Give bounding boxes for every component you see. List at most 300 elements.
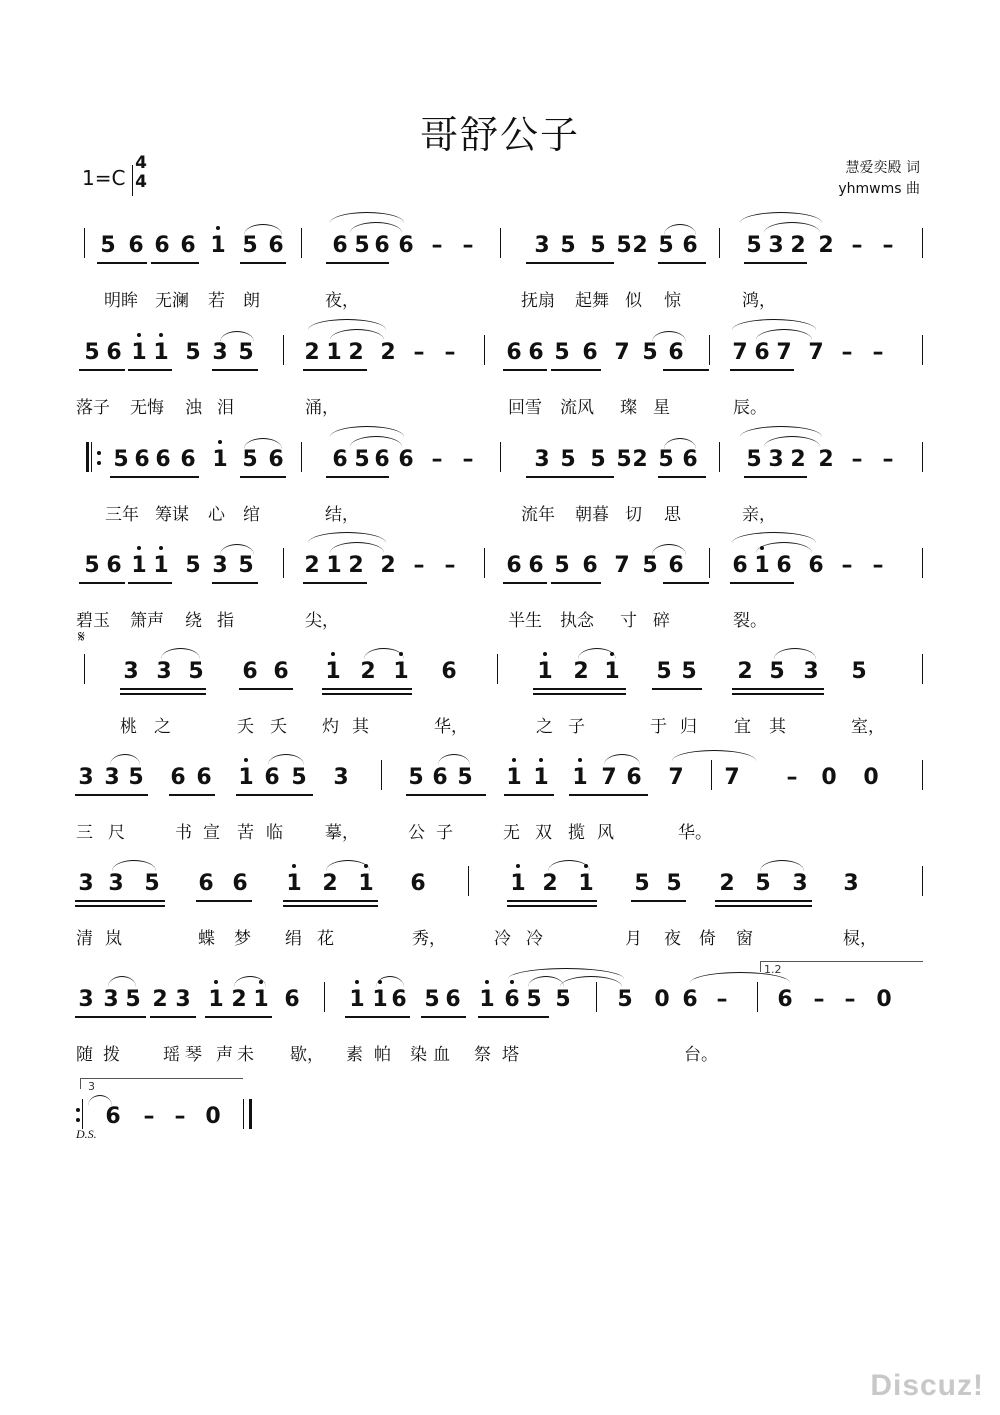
lyric-syllable: 冷: [526, 929, 543, 949]
octave-dot: [355, 980, 359, 984]
slur-tie: [664, 438, 696, 449]
jianpu-note: 7: [724, 765, 740, 790]
jianpu-note: 1: [506, 765, 522, 790]
lyric-syllable: 染: [410, 1045, 427, 1065]
lyric-syllable: 筹谋: [155, 505, 189, 525]
lyric-syllable: 双: [535, 823, 552, 843]
jianpu-note: –: [143, 1104, 155, 1129]
barline: [922, 654, 923, 684]
jianpu-note: 3: [803, 659, 819, 684]
jianpu-note: 2: [542, 871, 558, 896]
octave-dot: [543, 652, 547, 656]
slur-tie: [672, 750, 756, 761]
jianpu-note: 6: [134, 447, 150, 472]
beam-line: [478, 1016, 549, 1018]
barline: [324, 982, 325, 1012]
lyric-syllable: 之: [536, 717, 553, 737]
octave-dot: [159, 333, 163, 337]
lyric-syllable: 宣: [203, 823, 220, 843]
score-line: [0, 325, 1000, 433]
beam-line-double: [732, 693, 824, 695]
slur-tie: [376, 976, 404, 987]
jianpu-note: 1: [349, 987, 365, 1012]
slur-tie: [220, 544, 254, 555]
jianpu-note: 3: [78, 987, 94, 1012]
slur-tie: [578, 648, 616, 659]
lyric-syllable: 子: [436, 823, 453, 843]
jianpu-note: 1: [153, 340, 169, 365]
barline: [922, 866, 923, 896]
slur-tie: [364, 648, 404, 659]
slur-tie: [220, 331, 254, 342]
jianpu-note: 3: [156, 659, 172, 684]
beam-line: [205, 1016, 272, 1018]
jianpu-note: 5: [84, 340, 100, 365]
jianpu-note: 5: [851, 659, 867, 684]
lyric-syllable: 绕: [185, 611, 202, 631]
lyric-syllable: 桃: [120, 717, 137, 737]
slur-tie: [244, 438, 282, 449]
lyric-syllable: 心: [208, 505, 225, 525]
jianpu-note: 3: [792, 871, 808, 896]
jianpu-note: 5: [554, 553, 570, 578]
lyric-syllable: 岚: [105, 929, 122, 949]
beam-line: [744, 262, 807, 264]
slur-tie: [690, 972, 790, 983]
beam-line: [283, 900, 378, 902]
jianpu-note: 5: [755, 871, 771, 896]
jianpu-note: 5: [242, 233, 258, 258]
jianpu-note: 2: [380, 553, 396, 578]
lyric-syllable: 朝暮: [575, 505, 609, 525]
slur-tie: [548, 860, 590, 871]
slur-tie: [326, 860, 370, 871]
barline: [719, 228, 720, 258]
octave-dot: [539, 758, 543, 762]
jianpu-note: 3: [534, 447, 550, 472]
barline: [922, 548, 923, 578]
beam-line: [239, 688, 293, 690]
beam-line: [326, 476, 389, 478]
lyric-syllable: 祭: [474, 1045, 491, 1065]
jianpu-note: 1: [286, 871, 302, 896]
lyric-syllable: 绾: [243, 505, 260, 525]
beam-line: [240, 262, 286, 264]
time-signature: [132, 154, 150, 192]
octave-dot: [218, 440, 222, 444]
jianpu-note: –: [431, 233, 443, 258]
lyric-syllable: 冷: [494, 929, 511, 949]
jianpu-note: 6: [668, 340, 684, 365]
barline: [484, 548, 485, 578]
barline: [500, 442, 501, 472]
lyric-syllable: 无悔: [130, 398, 164, 418]
jianpu-note: 5: [634, 871, 650, 896]
beam-line: [75, 1016, 146, 1018]
lyric-syllable: 浊: [185, 398, 202, 418]
jianpu-note: 6: [180, 447, 196, 472]
jianpu-note: 6: [198, 871, 214, 896]
lyric-syllable: 明眸: [104, 291, 138, 311]
jianpu-note: –: [844, 987, 856, 1012]
jianpu-note: 6: [391, 987, 407, 1012]
beam-line-double: [283, 905, 378, 907]
watermark: Discuz!: [870, 1369, 984, 1402]
jianpu-note: 1: [253, 987, 269, 1012]
lyric-syllable: 子: [568, 717, 585, 737]
slur-tie: [764, 436, 820, 447]
lyric-syllable: 华，: [434, 717, 468, 737]
slur-tie: [756, 542, 812, 553]
barline: [757, 982, 758, 1012]
lyric-syllable: 碧玉: [76, 611, 110, 631]
jianpu-note: –: [786, 765, 798, 790]
jianpu-note: 6: [332, 233, 348, 258]
lyric-syllable: 似: [625, 291, 642, 311]
beam-line: [507, 900, 597, 902]
beam-line: [110, 476, 153, 478]
jianpu-note: –: [462, 233, 474, 258]
lyric-syllable: 夭: [237, 717, 254, 737]
octave-dot: [510, 980, 514, 984]
jianpu-note: –: [413, 553, 425, 578]
lyric-syllable: 秀，: [412, 929, 446, 949]
slur-tie: [234, 976, 266, 987]
octave-dot: [516, 864, 520, 868]
barline: [497, 654, 498, 684]
lyric-syllable: 灼: [322, 717, 339, 737]
beam-line: [212, 369, 258, 371]
segno-sign: 𝄋: [78, 627, 85, 646]
ds-mark: D.S.: [76, 1127, 97, 1141]
beam-line: [503, 582, 547, 584]
jianpu-note: –: [851, 447, 863, 472]
beam-line: [663, 582, 709, 584]
beam-line: [526, 262, 584, 264]
lyric-syllable: 公: [408, 823, 425, 843]
beam-line: [196, 900, 252, 902]
jianpu-note: 5: [590, 447, 606, 472]
repeat-dot: [97, 461, 101, 465]
jianpu-note: 2: [348, 340, 364, 365]
jianpu-note: 1: [325, 659, 341, 684]
jianpu-note: –: [882, 233, 894, 258]
beam-line: [303, 582, 367, 584]
jianpu-note: –: [174, 1104, 186, 1129]
jianpu-note: 6: [506, 340, 522, 365]
jianpu-note: 7: [601, 765, 617, 790]
jianpu-note: 3: [843, 871, 859, 896]
lyric-syllable: 瑶: [163, 1045, 180, 1065]
octave-dot: [216, 226, 220, 230]
beam-line: [658, 262, 706, 264]
jianpu-note: 7: [614, 340, 630, 365]
lyric-syllable: 辰。: [733, 398, 767, 418]
lyric-syllable: 半生: [508, 611, 542, 631]
lyric-syllable: 回雪: [508, 398, 542, 418]
jianpu-note: 5: [560, 447, 576, 472]
jianpu-note: 2: [304, 553, 320, 578]
barline: [711, 760, 712, 790]
beam-line-double: [533, 693, 626, 695]
lyric-syllable: 随: [76, 1045, 93, 1065]
lyric-syllable: 素: [346, 1045, 363, 1065]
jianpu-note: 1: [572, 765, 588, 790]
jianpu-note: 2: [573, 659, 589, 684]
lyric-syllable: 拨: [103, 1045, 120, 1065]
jianpu-note: 6: [264, 765, 280, 790]
lyric-syllable: 帕: [374, 1045, 391, 1065]
octave-dot: [331, 652, 335, 656]
barline: [84, 654, 85, 684]
lyric-syllable: 倚: [699, 929, 716, 949]
barline: [468, 866, 469, 896]
jianpu-note: 1: [372, 987, 388, 1012]
beam-line: [730, 582, 794, 584]
jianpu-note: 1: [326, 340, 342, 365]
slur-tie: [108, 976, 136, 987]
jianpu-note: 5: [616, 233, 632, 258]
jianpu-note: 0: [821, 765, 837, 790]
lyric-syllable: 星: [653, 398, 670, 418]
jianpu-note: 6: [268, 233, 284, 258]
jianpu-note: 7: [808, 340, 824, 365]
lyric-syllable: 夜，: [325, 291, 359, 311]
barline: [719, 442, 720, 472]
jianpu-note: 6: [582, 340, 598, 365]
slur-tie: [756, 329, 812, 340]
beam-line: [240, 476, 286, 478]
lyrics-row: [0, 606, 1000, 630]
beam-line-double: [75, 905, 165, 907]
beam-line: [120, 688, 206, 690]
jianpu-note: 1: [131, 340, 147, 365]
jianpu-note: 5: [408, 765, 424, 790]
barline: [301, 442, 302, 472]
jianpu-note: 6: [155, 447, 171, 472]
jianpu-note: 0: [863, 765, 879, 790]
jianpu-note: 6: [284, 987, 300, 1012]
lyric-syllable: 蝶: [198, 929, 215, 949]
jianpu-note: 5: [188, 659, 204, 684]
jianpu-note: 2: [632, 233, 648, 258]
key-signature: 1=C: [82, 166, 126, 190]
barline: [922, 442, 923, 472]
barline: [301, 228, 302, 258]
jianpu-note: 3: [78, 871, 94, 896]
jianpu-note: –: [851, 233, 863, 258]
jianpu-note: 5: [100, 233, 116, 258]
octave-dot: [159, 546, 163, 550]
jianpu-note: 3: [212, 340, 228, 365]
slur-tie: [652, 331, 686, 342]
beam-line: [569, 794, 648, 796]
jianpu-note: 7: [668, 765, 684, 790]
jianpu-note: 6: [682, 233, 698, 258]
lyric-syllable: 血: [433, 1045, 450, 1065]
jianpu-note: 1: [131, 553, 147, 578]
jianpu-note: 6: [582, 553, 598, 578]
jianpu-note: 2: [632, 447, 648, 472]
jianpu-note: 5: [656, 659, 672, 684]
lyric-syllable: 涌，: [305, 398, 339, 418]
beam-line: [128, 369, 172, 371]
jianpu-note: 2: [322, 871, 338, 896]
jianpu-note: 6: [232, 871, 248, 896]
barline: [484, 335, 485, 365]
score-line: [0, 750, 1000, 858]
time-signature-top: 4: [135, 153, 147, 173]
jianpu-note: 5: [291, 765, 307, 790]
jianpu-note: 1: [537, 659, 553, 684]
jianpu-note: 5: [238, 340, 254, 365]
lyric-syllable: 裂。: [733, 611, 767, 631]
beam-line: [128, 582, 172, 584]
beam-line: [421, 1016, 466, 1018]
jianpu-note: 5: [185, 553, 201, 578]
lyric-syllable: 无: [503, 823, 520, 843]
lyric-syllable: 苦: [237, 823, 254, 843]
beam-line: [578, 476, 614, 478]
lyric-syllable: 绢: [285, 929, 302, 949]
jianpu-note: 5: [666, 871, 682, 896]
lyrics-row: [0, 712, 1000, 736]
beam-line-double: [507, 905, 597, 907]
jianpu-note: 6: [410, 871, 426, 896]
beam-line: [75, 794, 148, 796]
lyric-syllable: 宜: [734, 717, 751, 737]
notes-row: [0, 538, 1000, 598]
slur-tie: [350, 436, 402, 447]
lyric-syllable: 揽: [568, 823, 585, 843]
jianpu-note: 5: [113, 447, 129, 472]
jianpu-note: 3: [78, 765, 94, 790]
jianpu-note: 2: [152, 987, 168, 1012]
beam-line-double: [715, 905, 812, 907]
jianpu-note: 3: [333, 765, 349, 790]
beam-line-double: [120, 693, 206, 695]
beam-line: [744, 476, 807, 478]
jianpu-note: 6: [445, 987, 461, 1012]
jianpu-note: 5: [185, 340, 201, 365]
beam-line: [663, 369, 709, 371]
lyric-syllable: 棂，: [843, 929, 877, 949]
jianpu-note: 1: [153, 553, 169, 578]
credits: [838, 158, 920, 200]
jianpu-note: 2: [818, 447, 834, 472]
jianpu-note: –: [872, 553, 884, 578]
jianpu-note: 6: [154, 233, 170, 258]
notes-row: [0, 972, 1000, 1032]
repeat-dot: [97, 451, 101, 455]
volta-3-label: 3: [88, 1080, 95, 1093]
lyricist-credit: 慧爱奕殿 词: [845, 160, 920, 176]
barline: [922, 335, 923, 365]
slur-tie: [774, 648, 816, 659]
octave-dot: [485, 980, 489, 984]
final-barline: [243, 1099, 252, 1129]
jianpu-note: 5: [642, 340, 658, 365]
slur-tie: [330, 329, 384, 340]
page-title: 哥舒公子: [419, 113, 580, 157]
jianpu-note: 6: [170, 765, 186, 790]
jianpu-note: 5: [238, 553, 254, 578]
beam-line-double: [322, 693, 412, 695]
lyric-syllable: 临: [266, 823, 283, 843]
lyric-syllable: 夭: [270, 717, 287, 737]
jianpu-note: 1: [393, 659, 409, 684]
lyric-syllable: 歇，: [290, 1045, 324, 1065]
jianpu-note: 0: [654, 987, 670, 1012]
jianpu-note: 6: [626, 765, 642, 790]
lyric-syllable: 碎: [653, 611, 670, 631]
jianpu-note: 5: [424, 987, 440, 1012]
jianpu-note: 2: [380, 340, 396, 365]
notes-row: [0, 325, 1000, 385]
slur-tie: [244, 224, 282, 235]
lyric-syllable: 鸿，: [742, 291, 776, 311]
barline: [283, 335, 284, 365]
jianpu-note: 6: [777, 987, 793, 1012]
lyric-syllable: 三: [76, 823, 93, 843]
barline: [709, 548, 710, 578]
lyric-syllable: 琴: [185, 1045, 202, 1065]
score-line: [0, 972, 1000, 1080]
jianpu-note: 1: [358, 871, 374, 896]
jianpu-note: 6: [242, 659, 258, 684]
lyric-syllable: 朗: [243, 291, 260, 311]
jianpu-note: 5: [616, 447, 632, 472]
score-line: [0, 644, 1000, 752]
jianpu-note: 5: [746, 233, 762, 258]
beam-line: [631, 900, 686, 902]
octave-dot: [512, 758, 516, 762]
jianpu-note: 3: [103, 987, 119, 1012]
jianpu-note: 7: [732, 340, 748, 365]
jianpu-note: 7: [614, 553, 630, 578]
jianpu-note: 6: [528, 340, 544, 365]
jianpu-note: 1: [210, 233, 226, 258]
octave-dot: [137, 546, 141, 550]
lyric-syllable: 指: [217, 611, 234, 631]
lyric-syllable: 执念: [560, 611, 594, 631]
beam-line: [551, 582, 601, 584]
beam-line: [652, 688, 702, 690]
jianpu-note: 5: [590, 233, 606, 258]
lyric-syllable: 风: [597, 823, 614, 843]
lyric-syllable: 声: [216, 1045, 233, 1065]
beam-line: [75, 900, 165, 902]
jianpu-note: 6: [682, 447, 698, 472]
octave-dot: [137, 333, 141, 337]
slur-tie: [110, 754, 140, 765]
jianpu-note: 3: [108, 871, 124, 896]
lyric-syllable: 尺: [108, 823, 125, 843]
beam-line: [533, 688, 626, 690]
lyric-syllable: 夜: [664, 929, 681, 949]
lyric-syllable: 塔: [502, 1045, 519, 1065]
slur-tie: [604, 754, 640, 765]
lyric-syllable: 之: [154, 717, 171, 737]
jianpu-note: 1: [578, 871, 594, 896]
jianpu-note: 6: [106, 340, 122, 365]
jianpu-note: 6: [732, 553, 748, 578]
lyric-syllable: 无澜: [155, 291, 189, 311]
lyrics-row: [0, 500, 1000, 524]
jianpu-note: 1: [479, 987, 495, 1012]
beam-line: [152, 476, 199, 478]
repeat-dot: [76, 1118, 80, 1122]
